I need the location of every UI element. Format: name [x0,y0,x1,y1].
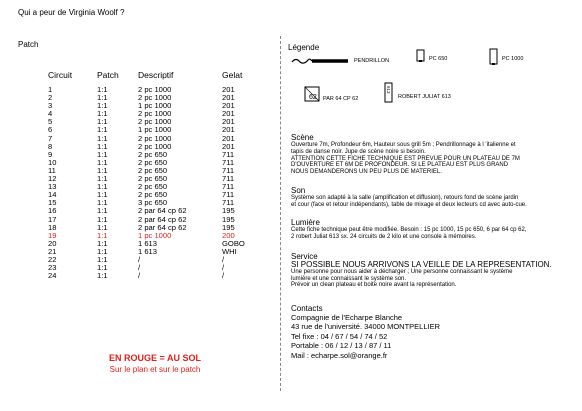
cell-descriptif: 2 pc 650 [138,190,168,200]
scene-text [291,142,581,176]
table-row [0,248,290,256]
cell-descriptif: 2 pc 1000 [138,93,172,103]
cell-gelat: 200 [222,230,235,240]
par64-number: 62 [309,94,317,101]
header-descriptif: Descriptif [138,70,174,80]
contact-company: Compagnie de l'Echarpe Blanche [291,313,403,322]
scene-line: NOUS DEMANDERONS UN PEU PLUS DE MATERIEL. [291,169,442,176]
cell-circuit: 12 [48,174,57,184]
cell-circuit: 18 [48,222,57,232]
cell-gelat: 711 [222,157,235,167]
cell-patch: 1:1 [97,198,108,208]
cell-patch: 1:1 [97,182,108,192]
cell-circuit: 4 [48,109,53,119]
cell-patch: 1:1 [97,230,108,240]
pc1000-icon [489,48,499,66]
cell-gelat: 201 [222,117,235,127]
cell-patch: 1:1 [97,254,108,264]
cell-patch: 1:1 [97,206,108,216]
column-divider [280,36,281,391]
cell-circuit: 13 [48,182,57,192]
cell-descriptif: 2 par 64 cp 62 [138,222,187,232]
scene-line: Ouverture 7m, Profondeur 6m, Hauteur sous grill 5m ; Pendrillonnage à l 'italienne et [291,142,516,148]
document-title: Qui a peur de Virginia Woolf ? [18,8,125,17]
cell-circuit: 8 [48,141,53,151]
cell-circuit: 5 [48,117,53,127]
lumiere-line: 2 robert Juliat 613 sx. 24 circuits de 2 kilo et une console à mémoires. [291,233,477,240]
cell-gelat: / [222,263,225,273]
cell-circuit: 15 [48,198,57,208]
cell-patch: 1:1 [97,101,108,111]
cell-gelat: 195 [222,214,235,224]
cell-gelat: 201 [222,101,235,111]
son-line: et cour (face et retour indépendants), table de mixage et deux lecteurs cd avec auto-cue. [291,201,527,208]
table-row [0,272,290,280]
scene-title: Scène [291,133,314,142]
cell-descriptif: 2 par 64 cp 62 [138,206,187,216]
pendrillon-icon [290,56,352,66]
cell-gelat: / [222,254,225,264]
par64-label: PAR 64 CP 62 [323,96,359,102]
cell-circuit: 11 [48,165,56,175]
cell-circuit: 21 [48,246,57,256]
cell-circuit: 17 [48,214,57,224]
cell-patch: 1:1 [97,222,108,232]
cell-gelat: GOBO [222,238,245,248]
table-row [0,256,290,264]
cell-gelat: 195 [222,206,235,216]
contact-phone: Tel fixe : 04 / 67 / 54 / 74 / 52 [291,331,388,341]
cell-descriptif: 2 pc 650 [138,165,168,175]
service-line: Prévoir un clean plateau et boite noire avant la représentation. [291,282,457,289]
patch-label: Patch [18,40,39,49]
scene-line: tapis de danse noir. Jupe de scène noire si besoin. [291,148,426,155]
cell-gelat: 201 [222,125,235,135]
cell-descriptif: 1 pc 1000 [138,230,172,240]
cell-circuit: 1 [48,85,53,94]
contact-email[interactable]: Mail : echarpe.sol@orange.fr [291,350,388,360]
contacts-title: Contacts [291,304,323,313]
service-line: Une personne pour nous aider à décharger ; Une personne connaissant le système [291,268,513,275]
patch-table [0,86,290,280]
cell-gelat: 711 [222,165,235,175]
cell-gelat: 201 [222,93,235,103]
robert-juliat-number: 613 [386,86,391,94]
header-patch: Patch [97,70,119,80]
cell-circuit: 3 [48,101,53,111]
cell-patch: 1:1 [97,117,108,127]
contact-address: 43 rue de l'université. 34000 MONTPELLIER [291,322,441,332]
cell-patch: 1:1 [97,214,108,224]
scene-line: ATTENTION CETTE FICHE TECHNIQUE EST PREVUE POUR UN PLATEAU DE 7M [291,155,520,162]
cell-descriptif: 3 pc 650 [138,198,168,208]
cell-gelat: 195 [222,222,235,232]
cell-gelat: / [222,271,225,281]
cell-circuit: 2 [48,93,53,103]
pc650-label: PC 650 [429,56,448,62]
pc650-icon [416,49,426,63]
cell-patch: 1:1 [97,109,108,119]
cell-descriptif: / [138,271,141,281]
cell-gelat: 201 [222,109,235,119]
cell-patch: 1:1 [97,271,108,281]
cell-descriptif: 1 613 [138,246,158,256]
cell-gelat: 711 [222,190,235,200]
cell-gelat: 711 [222,198,235,208]
cell-descriptif: 2 pc 1000 [138,141,172,151]
cell-patch: 1:1 [97,263,108,273]
cell-descriptif: 2 pc 650 [138,157,168,167]
cell-patch: 1:1 [97,157,108,167]
cell-patch: 1:1 [97,190,108,200]
cell-patch: 1:1 [97,93,108,103]
cell-descriptif: 2 pc 1000 [138,117,172,127]
cell-gelat: 711 [222,149,235,159]
cell-patch: 1:1 [97,149,108,159]
pc1000-label: PC 1000 [502,56,524,62]
cell-descriptif: 2 pc 650 [138,174,168,184]
cell-circuit: 6 [48,125,53,135]
service-title: Service [291,252,318,261]
cell-descriptif: 2 pc 650 [138,182,168,192]
cell-circuit: 20 [48,238,57,248]
cell-circuit: 10 [48,157,57,167]
cell-descriptif: 2 pc 1000 [138,133,172,143]
cell-gelat: 201 [222,141,235,151]
service-line: lumière et une connaissant le système son. [291,275,407,282]
cell-patch: 1:1 [97,141,108,151]
cell-gelat: WHI [222,246,237,256]
cell-circuit: 24 [48,271,57,281]
cell-circuit: 14 [48,190,57,200]
table-row [0,264,290,272]
cell-circuit: 9 [48,149,53,159]
header-gelat: Gelat [222,70,243,80]
pendrillon-label: PENDRILLON [354,58,390,64]
legend-title: Légende [288,43,320,52]
cell-patch: 1:1 [97,246,108,256]
cell-descriptif: 2 pc 1000 [138,109,172,119]
red-note-line1: EN ROUGE = AU SOL [109,353,201,363]
header-circuit: Circuit [48,70,73,80]
red-note-line2: Sur le plan et sur le patch [109,365,201,374]
contact-mobile: Portable : 06 / 12 / 13 / 87 / 11 [291,341,392,351]
cell-circuit: 23 [48,263,57,273]
son-line: Système son adapté à la salle (amplification et diffusion), retours fond de scène jardin [291,195,519,201]
son-text [291,195,581,209]
cell-descriptif: 1 pc 1000 [138,101,172,111]
scene-line: D'OUVERTURE ET 6M DE PROFONDEUR. SI LE PLATEAU EST PLUS GRAND [291,162,509,169]
son-title: Son [291,186,306,195]
cell-patch: 1:1 [97,133,108,143]
cell-descriptif: / [138,263,141,273]
cell-circuit: 16 [48,206,57,216]
contacts-text [291,313,440,360]
lumiere-title: Lumière [291,218,320,227]
cell-descriptif: 1 pc 1000 [138,125,172,135]
cell-gelat: 201 [222,133,235,143]
cell-gelat: 711 [222,182,235,192]
cell-circuit: 22 [48,254,57,264]
robert-juliat-label: ROBERT JULIAT 613 [398,94,451,100]
cell-circuit: 19 [48,230,57,240]
cell-patch: 1:1 [97,174,108,184]
cell-patch: 1:1 [97,165,108,175]
cell-descriptif: 1 613 [138,238,158,248]
cell-gelat: 711 [222,174,235,184]
cell-descriptif: 2 pc 1000 [138,85,172,94]
service-headline: SI POSSIBLE NOUS ARRIVONS LA VEILLE DE LA REPRESENTATION. [291,260,552,269]
cell-patch: 1:1 [97,85,108,94]
cell-descriptif: 2 par 64 cp 62 [138,214,187,224]
cell-circuit: 7 [48,133,53,143]
red-note [70,353,240,374]
cell-patch: 1:1 [97,238,108,248]
cell-patch: 1:1 [97,125,108,135]
cell-gelat: 201 [222,85,235,94]
cell-descriptif: 2 pc 650 [138,149,168,159]
lumiere-text [291,227,581,241]
lumiere-line: Cette fiche technique peut être modifiée. Besoin : 15 pc 1000, 15 pc 650, 6 par 64 cp 62, [291,227,527,233]
cell-descriptif: / [138,254,141,264]
service-text [291,262,581,289]
